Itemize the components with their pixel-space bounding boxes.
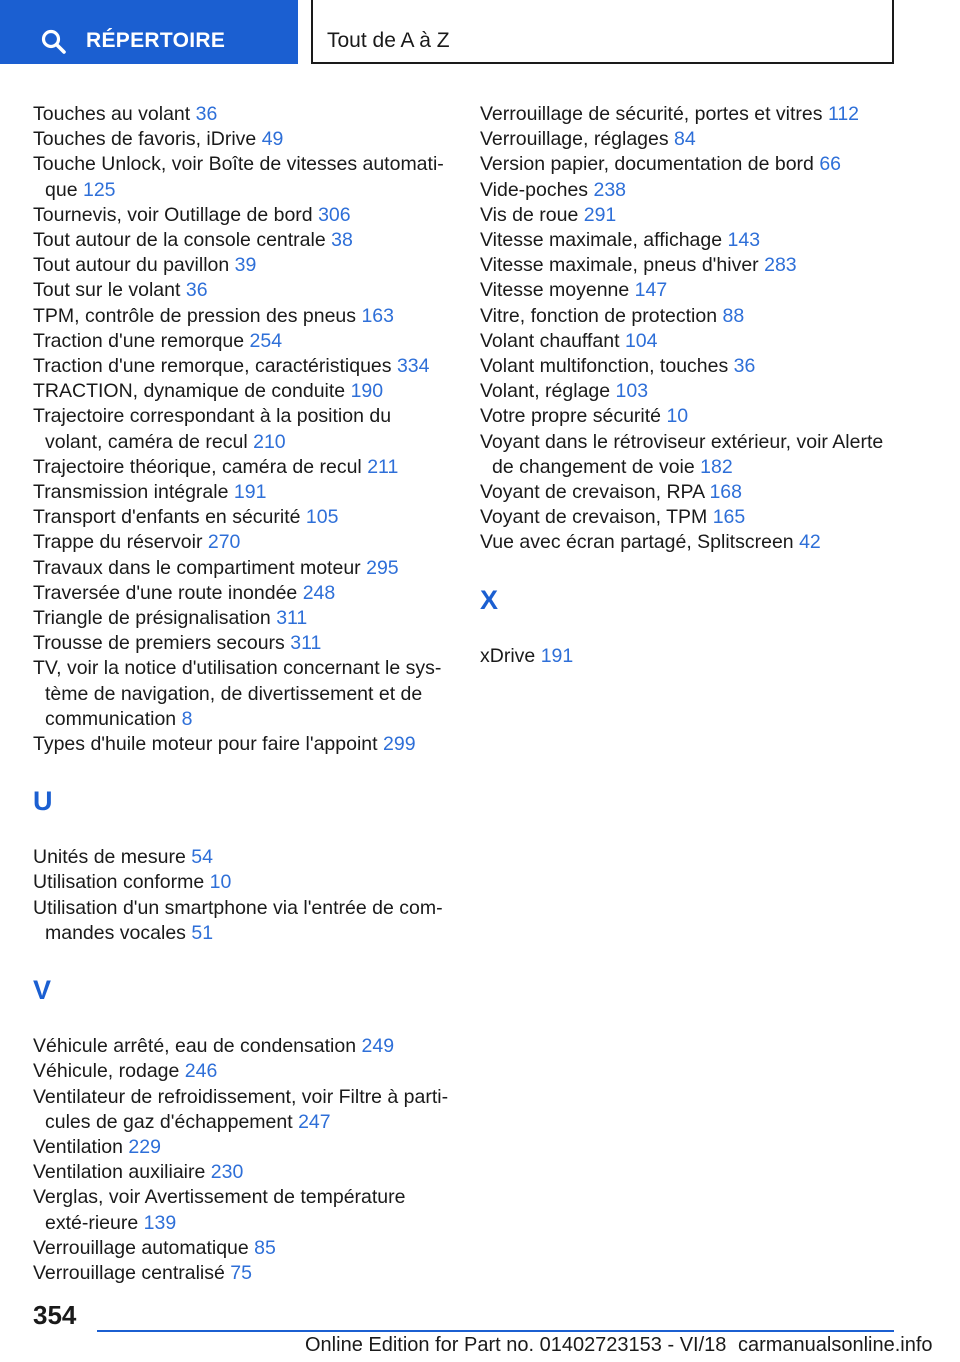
- index-entry: [33, 656, 453, 732]
- entry-list-u: [33, 845, 453, 946]
- page-link[interactable]: 147: [634, 279, 668, 302]
- page-link[interactable]: 139: [143, 1211, 177, 1234]
- index-entry: [33, 556, 453, 581]
- page-link[interactable]: 112: [827, 103, 860, 125]
- entry-text: Vitesse maximale, affichage: [480, 229, 723, 252]
- page-link[interactable]: 238: [593, 178, 627, 201]
- entry-list-v-continued: [480, 102, 900, 556]
- entry-text: Volant, réglage: [480, 380, 611, 403]
- index-entry: [480, 178, 900, 203]
- index-entry: [33, 732, 453, 757]
- entry-list-v: [33, 1034, 453, 1286]
- entry-text: xDrive: [480, 644, 536, 667]
- index-entry: [33, 1034, 453, 1059]
- index-entry: [480, 152, 900, 177]
- footer-text: [305, 1334, 939, 1357]
- entry-text: Vitesse maximale, pneus d'hiver: [480, 254, 759, 277]
- entry-text: Vue avec écran partagé, Splitscreen: [480, 531, 794, 554]
- page-link[interactable]: 311: [276, 607, 308, 630]
- index-entry: [33, 1160, 453, 1185]
- entry-text: Votre propre sécurité: [480, 405, 662, 428]
- index-entry: [33, 530, 453, 555]
- page-link[interactable]: 49: [261, 128, 284, 151]
- page-link[interactable]: 88: [722, 304, 745, 327]
- entry-text: Tournevis, voir Outillage de bord: [33, 203, 313, 226]
- page-link[interactable]: 38: [331, 229, 353, 252]
- index-entry: [33, 505, 453, 530]
- page-link[interactable]: 246: [184, 1060, 218, 1083]
- entry-text: Tout sur le volant: [33, 279, 181, 302]
- index-entry: [33, 354, 453, 379]
- section-heading-u: U: [33, 786, 53, 817]
- page-link[interactable]: 291: [583, 203, 617, 226]
- index-entry: [33, 606, 453, 631]
- entry-text: Transport d'enfants en sécurité: [33, 506, 301, 529]
- footer-divider: [97, 1330, 894, 1332]
- entry-text: Tout autour du pavillon: [33, 254, 230, 277]
- entry-text: Verrouillage automatique: [33, 1236, 249, 1259]
- page-link[interactable]: 10: [209, 871, 232, 894]
- entry-text: TV, voir la notice d'utilisation concernant le sys‐tème de navigation, de divertissement et de communication: [33, 657, 442, 730]
- page-link[interactable]: 230: [210, 1161, 244, 1184]
- index-entry: [480, 379, 900, 404]
- entry-text: Triangle de présignalisation: [33, 607, 271, 630]
- section-heading-v: V: [33, 975, 52, 1006]
- entry-text: Types d'huile moteur pour faire l'appoint: [33, 733, 378, 756]
- index-entry: [33, 1261, 453, 1286]
- page-link[interactable]: 66: [819, 153, 842, 176]
- page-link[interactable]: 51: [191, 921, 214, 944]
- page-link[interactable]: 229: [128, 1135, 161, 1158]
- section-heading-x: X: [480, 584, 499, 615]
- index-entry: [480, 530, 900, 555]
- entry-text: Verrouillage de sécurité, portes et vitres: [480, 103, 823, 125]
- page-link[interactable]: 105: [305, 506, 339, 529]
- left-column: [33, 102, 453, 1286]
- entry-text: Volant chauffant: [480, 329, 620, 352]
- index-entry: [33, 102, 453, 127]
- entry-text: Vitre, fonction de protection: [480, 304, 718, 327]
- entry-text: Vis de roue: [480, 203, 579, 226]
- entry-text: Touche Unlock, voir Boîte de vitesses automati‐que: [33, 153, 444, 201]
- entry-text: Transmission intégrale: [33, 481, 229, 504]
- entry-text: Trajectoire théorique, caméra de recul: [33, 455, 362, 478]
- page-link[interactable]: 248: [302, 581, 336, 604]
- index-entry: [33, 631, 453, 656]
- entry-text: Trajectoire correspondant à la position du volant, caméra de recul: [33, 405, 392, 453]
- page-link[interactable]: 299: [383, 733, 416, 756]
- entry-text: Ventilateur de refroidissement, voir Filtre à parti‐cules de gaz d'échappement: [33, 1085, 449, 1133]
- entry-text: Verrouillage centralisé: [33, 1261, 225, 1284]
- page-link[interactable]: 254: [249, 329, 283, 352]
- index-entry: [480, 253, 900, 278]
- search-icon: [40, 28, 68, 56]
- entry-text: Ventilation: [33, 1135, 123, 1158]
- page-link[interactable]: 163: [361, 304, 394, 327]
- index-entry: [480, 329, 900, 354]
- entry-text: Utilisation conforme: [33, 871, 205, 894]
- index-entry: [33, 1059, 453, 1084]
- index-entry: [480, 404, 900, 429]
- page-link[interactable]: 75: [230, 1261, 252, 1284]
- entry-text: Traversée d'une route inondée: [33, 581, 298, 604]
- page-link[interactable]: 249: [361, 1035, 395, 1058]
- entry-text: Touches au volant: [33, 103, 191, 125]
- index-entry: [33, 253, 453, 278]
- index-entry: [480, 354, 900, 379]
- page-link[interactable]: 54: [191, 846, 213, 869]
- page-link[interactable]: 211: [367, 455, 399, 478]
- page-link[interactable]: 311: [290, 632, 322, 655]
- page-link[interactable]: 36: [185, 279, 208, 302]
- index-entry: [33, 404, 453, 454]
- entry-text: Volant multifonction, touches: [480, 355, 729, 378]
- index-entry: [480, 228, 900, 253]
- index-entry: [33, 1085, 453, 1135]
- entry-text: Voyant de crevaison, TPM: [480, 506, 708, 529]
- index-entry: [480, 480, 900, 505]
- page-link[interactable]: 42: [799, 531, 821, 554]
- page-link[interactable]: 191: [540, 644, 574, 667]
- entry-text: Trappe du réservoir: [33, 531, 203, 554]
- index-entry: [480, 304, 900, 329]
- index-entry: [33, 480, 453, 505]
- page-link[interactable]: 247: [298, 1110, 331, 1133]
- page-number: 354: [33, 1300, 77, 1330]
- header: [0, 0, 960, 66]
- entry-list-t: [33, 102, 453, 757]
- entry-text: Tout autour de la console centrale: [33, 229, 326, 252]
- directory-label: RÉPERTOIRE: [86, 29, 226, 52]
- index-entry: [480, 644, 900, 669]
- tab-a-to-z[interactable]: [311, 0, 894, 64]
- page-link[interactable]: 270: [207, 531, 241, 554]
- index-entry: [33, 581, 453, 606]
- entry-text: Traction d'une remorque, caractéristiques: [33, 355, 392, 378]
- entry-text: Vitesse moyenne: [480, 279, 630, 302]
- index-entry: [33, 127, 453, 152]
- entry-text: Touches de favoris, iDrive: [33, 128, 257, 151]
- index-entry: [33, 1135, 453, 1160]
- page-link[interactable]: 143: [727, 229, 761, 252]
- page-link[interactable]: 165: [712, 506, 746, 529]
- tab-label: Tout de A à Z: [327, 29, 450, 52]
- watermark-text: carmanualsonline.info: [737, 1334, 933, 1356]
- page-link[interactable]: 191: [233, 481, 267, 504]
- index-entry: [480, 203, 900, 228]
- page-link[interactable]: 84: [674, 128, 696, 151]
- page-link[interactable]: 182: [700, 455, 733, 478]
- index-entry: [480, 127, 900, 152]
- entry-text: Véhicule, rodage: [33, 1060, 180, 1083]
- entry-text: Verglas, voir Avertissement de température exté‐rieure: [33, 1186, 406, 1234]
- entry-text: Véhicule arrêté, eau de condensation: [33, 1035, 357, 1058]
- page-link[interactable]: 283: [764, 254, 797, 277]
- directory-button[interactable]: [0, 0, 298, 64]
- page-link[interactable]: 8: [181, 707, 193, 730]
- entry-text: TPM, contrôle de pression des pneus: [33, 304, 357, 327]
- page-link[interactable]: 210: [253, 430, 286, 453]
- page-link[interactable]: 125: [82, 178, 116, 201]
- index-entry: [33, 896, 453, 946]
- entry-list-x: [480, 644, 900, 669]
- entry-text: Ventilation auxiliaire: [33, 1161, 206, 1184]
- index-entry: [33, 304, 453, 329]
- index-entry: [480, 102, 900, 127]
- index-entry: [33, 455, 453, 480]
- entry-text: TRACTION, dynamique de conduite: [33, 380, 346, 403]
- index-entry: [480, 278, 900, 303]
- index-entry: [33, 1236, 453, 1261]
- page-link[interactable]: 306: [318, 203, 351, 226]
- entry-text: Verrouillage, réglages: [480, 128, 669, 151]
- page-link[interactable]: 295: [366, 556, 399, 579]
- page-link[interactable]: 168: [709, 481, 742, 504]
- index-entry: [480, 430, 900, 480]
- right-column: [480, 102, 900, 669]
- page-link[interactable]: 39: [234, 254, 257, 277]
- entry-text: Voyant de crevaison, RPA: [480, 481, 705, 504]
- entry-text: Voyant dans le rétroviseur extérieur, voir Alerte de changement de voie: [480, 430, 884, 478]
- index-entry: [33, 845, 453, 870]
- page-link[interactable]: 85: [254, 1236, 276, 1259]
- entry-text: Unités de mesure: [33, 846, 186, 869]
- entry-text: Version papier, documentation de bord: [480, 153, 814, 176]
- index-entry: [480, 505, 900, 530]
- index-entry: [33, 278, 453, 303]
- index-entry: [33, 329, 453, 354]
- entry-text: Trousse de premiers secours: [33, 632, 285, 655]
- entry-text: Travaux dans le compartiment moteur: [33, 556, 361, 579]
- edition-text: Online Edition for Part no. 01402723153 - VI/18: [305, 1334, 727, 1356]
- page-link[interactable]: 36: [195, 103, 218, 125]
- index-entry: [33, 228, 453, 253]
- index-entry: [33, 203, 453, 228]
- page-link[interactable]: 10: [666, 405, 689, 428]
- entry-text: Utilisation d'un smartphone via l'entrée de com‐mandes vocales: [33, 896, 443, 944]
- page-link[interactable]: 334: [396, 355, 430, 378]
- index-entry: [33, 152, 453, 202]
- index-entry: [33, 870, 453, 895]
- page-link[interactable]: 103: [615, 380, 649, 403]
- page-link[interactable]: 104: [624, 329, 658, 352]
- entry-text: Traction d'une remorque: [33, 329, 245, 352]
- index-entry: [33, 379, 453, 404]
- page-link[interactable]: 36: [733, 355, 756, 378]
- index-entry: [33, 1185, 453, 1235]
- page-link[interactable]: 190: [350, 380, 384, 403]
- entry-text: Vide-poches: [480, 178, 589, 201]
